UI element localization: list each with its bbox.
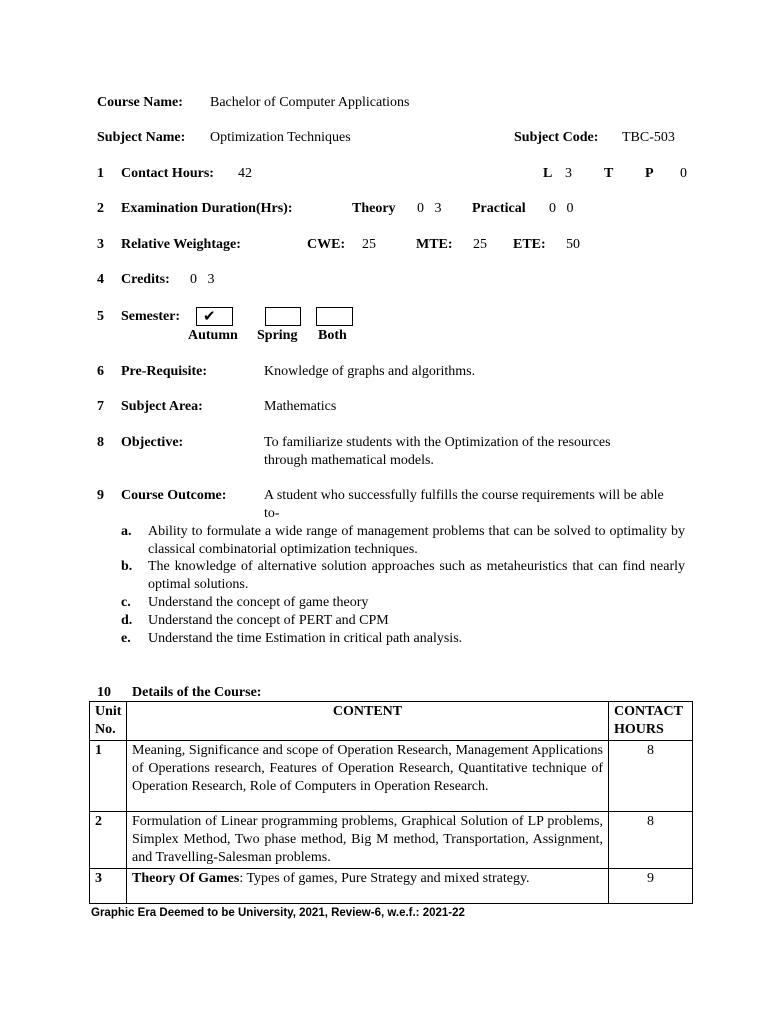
item-number: 1: [97, 166, 104, 181]
item-number: 2: [97, 201, 104, 216]
ete-value: 50: [566, 237, 580, 252]
outcome-item: [121, 594, 685, 612]
semester-label: Semester:: [121, 309, 181, 324]
unit-content: [127, 741, 609, 812]
semester-both-checkbox[interactable]: [316, 307, 353, 326]
subject-area-label: Subject Area:: [121, 399, 203, 414]
table-row: [90, 741, 693, 812]
item-number: 10: [97, 685, 111, 700]
table-header-row: [90, 702, 693, 741]
cwe-label: CWE:: [307, 237, 346, 252]
cwe-value: 25: [362, 237, 376, 252]
practical-hours-value: 0 0: [549, 201, 574, 216]
content-header: CONTENT: [127, 702, 609, 741]
item-number: 7: [97, 399, 104, 414]
course-name-label: Course Name:: [97, 95, 183, 110]
outcome-item: [121, 630, 685, 648]
course-outcome-label: Course Outcome:: [121, 488, 227, 503]
unit-description: Meaning, Significance and scope of Operation Research, Management Applications of Operations research, Features of Operation Research, Quantitative technique of Operation Research, Role of Computers in Operation Research.: [132, 743, 603, 794]
tutorial-label: T: [604, 166, 614, 181]
outcome-item: [121, 612, 685, 630]
outcome-letter: b.: [121, 559, 133, 574]
outcome-text: Understand the concept of PERT and CPM: [148, 613, 389, 628]
outcome-letter: a.: [121, 524, 132, 539]
semester-autumn-checkbox[interactable]: ✔: [196, 307, 233, 326]
outcome-letter: c.: [121, 595, 131, 610]
outcome-text: Understand the concept of game theory: [148, 595, 369, 610]
unit-number: 2: [90, 812, 127, 869]
outcome-text: Understand the time Estimation in critical path analysis.: [148, 631, 463, 646]
outcome-letter: e.: [121, 631, 131, 646]
course-name-value: Bachelor of Computer Applications: [210, 95, 410, 110]
mte-label: MTE:: [416, 237, 453, 252]
unit-content: [127, 812, 609, 869]
relative-weightage-label: Relative Weightage:: [121, 237, 241, 252]
unit-content: [127, 869, 609, 904]
objective-label: Objective:: [121, 435, 184, 450]
page-footer: Graphic Era Deemed to be University, 2021, Review-6, w.e.f.: 2021-22: [91, 907, 465, 919]
prerequisite-label: Pre-Requisite:: [121, 364, 208, 379]
exam-duration-label: Examination Duration(Hrs):: [121, 201, 293, 216]
subject-name-label: Subject Name:: [97, 130, 186, 145]
semester-spring-checkbox[interactable]: [265, 307, 301, 326]
unit-topic: Theory Of Games: [132, 871, 240, 886]
practical-value: 0: [680, 166, 687, 181]
contact-hours-label: Contact Hours:: [121, 166, 214, 181]
subject-code-label: Subject Code:: [514, 130, 599, 145]
unit-header: Unit No.: [90, 702, 127, 741]
unit-number: 1: [90, 741, 127, 812]
item-number: 9: [97, 488, 104, 503]
credits-label: Credits:: [121, 272, 170, 287]
unit-hours: 9: [609, 869, 693, 904]
semester-both-label: Both: [318, 328, 347, 343]
unit-hours: 8: [609, 812, 693, 869]
practical-hours-label: Practical: [472, 201, 526, 216]
subject-area-value: Mathematics: [264, 399, 337, 414]
objective-value: To familiarize students with the Optimization of the resources through mathematical models.: [264, 435, 611, 468]
unit-description: : Types of games, Pure Strategy and mixed strategy.: [239, 871, 530, 886]
table-row: [90, 869, 693, 904]
outcome-item: [121, 558, 685, 594]
item-number: 5: [97, 309, 104, 324]
subject-code-value: TBC-503: [622, 130, 675, 145]
course-details-label: Details of the Course:: [132, 685, 262, 700]
item-number: 6: [97, 364, 104, 379]
prerequisite-value: Knowledge of graphs and algorithms.: [264, 364, 476, 379]
item-number: 8: [97, 435, 104, 450]
unit-hours: 8: [609, 741, 693, 812]
theory-label: Theory: [352, 201, 396, 216]
outcome-item: [121, 523, 685, 559]
subject-name-value: Optimization Techniques: [210, 130, 351, 145]
unit-description: Formulation of Linear programming problems, Graphical Solution of LP problems, Simplex Method, Two phase method, Big M method, Transportation, Assignment, and Travelling-Salesman problems.: [132, 814, 603, 865]
outcome-letter: d.: [121, 613, 133, 628]
outcome-text: Ability to formulate a wide range of management problems that can be solved to optimality by classical combinatorial optimization techniques.: [148, 524, 685, 557]
practical-label: P: [645, 166, 654, 181]
semester-autumn-label: Autumn: [188, 328, 238, 343]
table-row: [90, 812, 693, 869]
credits-value: 0 3: [190, 272, 215, 287]
course-outcome-intro: A student who successfully fulfills the course requirements will be able to-: [264, 488, 664, 521]
contact-hours-value: 42: [238, 166, 252, 181]
semester-spring-label: Spring: [257, 328, 298, 343]
outcome-text: The knowledge of alternative solution approaches such as metaheuristics that can find nearly optimal solutions.: [148, 559, 685, 592]
unit-number: 3: [90, 869, 127, 904]
lecture-value: 3: [565, 166, 572, 181]
course-details-table: [89, 701, 693, 904]
hours-header: CONTACT HOURS: [609, 702, 693, 741]
item-number: 4: [97, 272, 104, 287]
lecture-label: L: [543, 166, 553, 181]
theory-value: 0 3: [417, 201, 442, 216]
ete-label: ETE:: [513, 237, 546, 252]
item-number: 3: [97, 237, 104, 252]
mte-value: 25: [473, 237, 487, 252]
